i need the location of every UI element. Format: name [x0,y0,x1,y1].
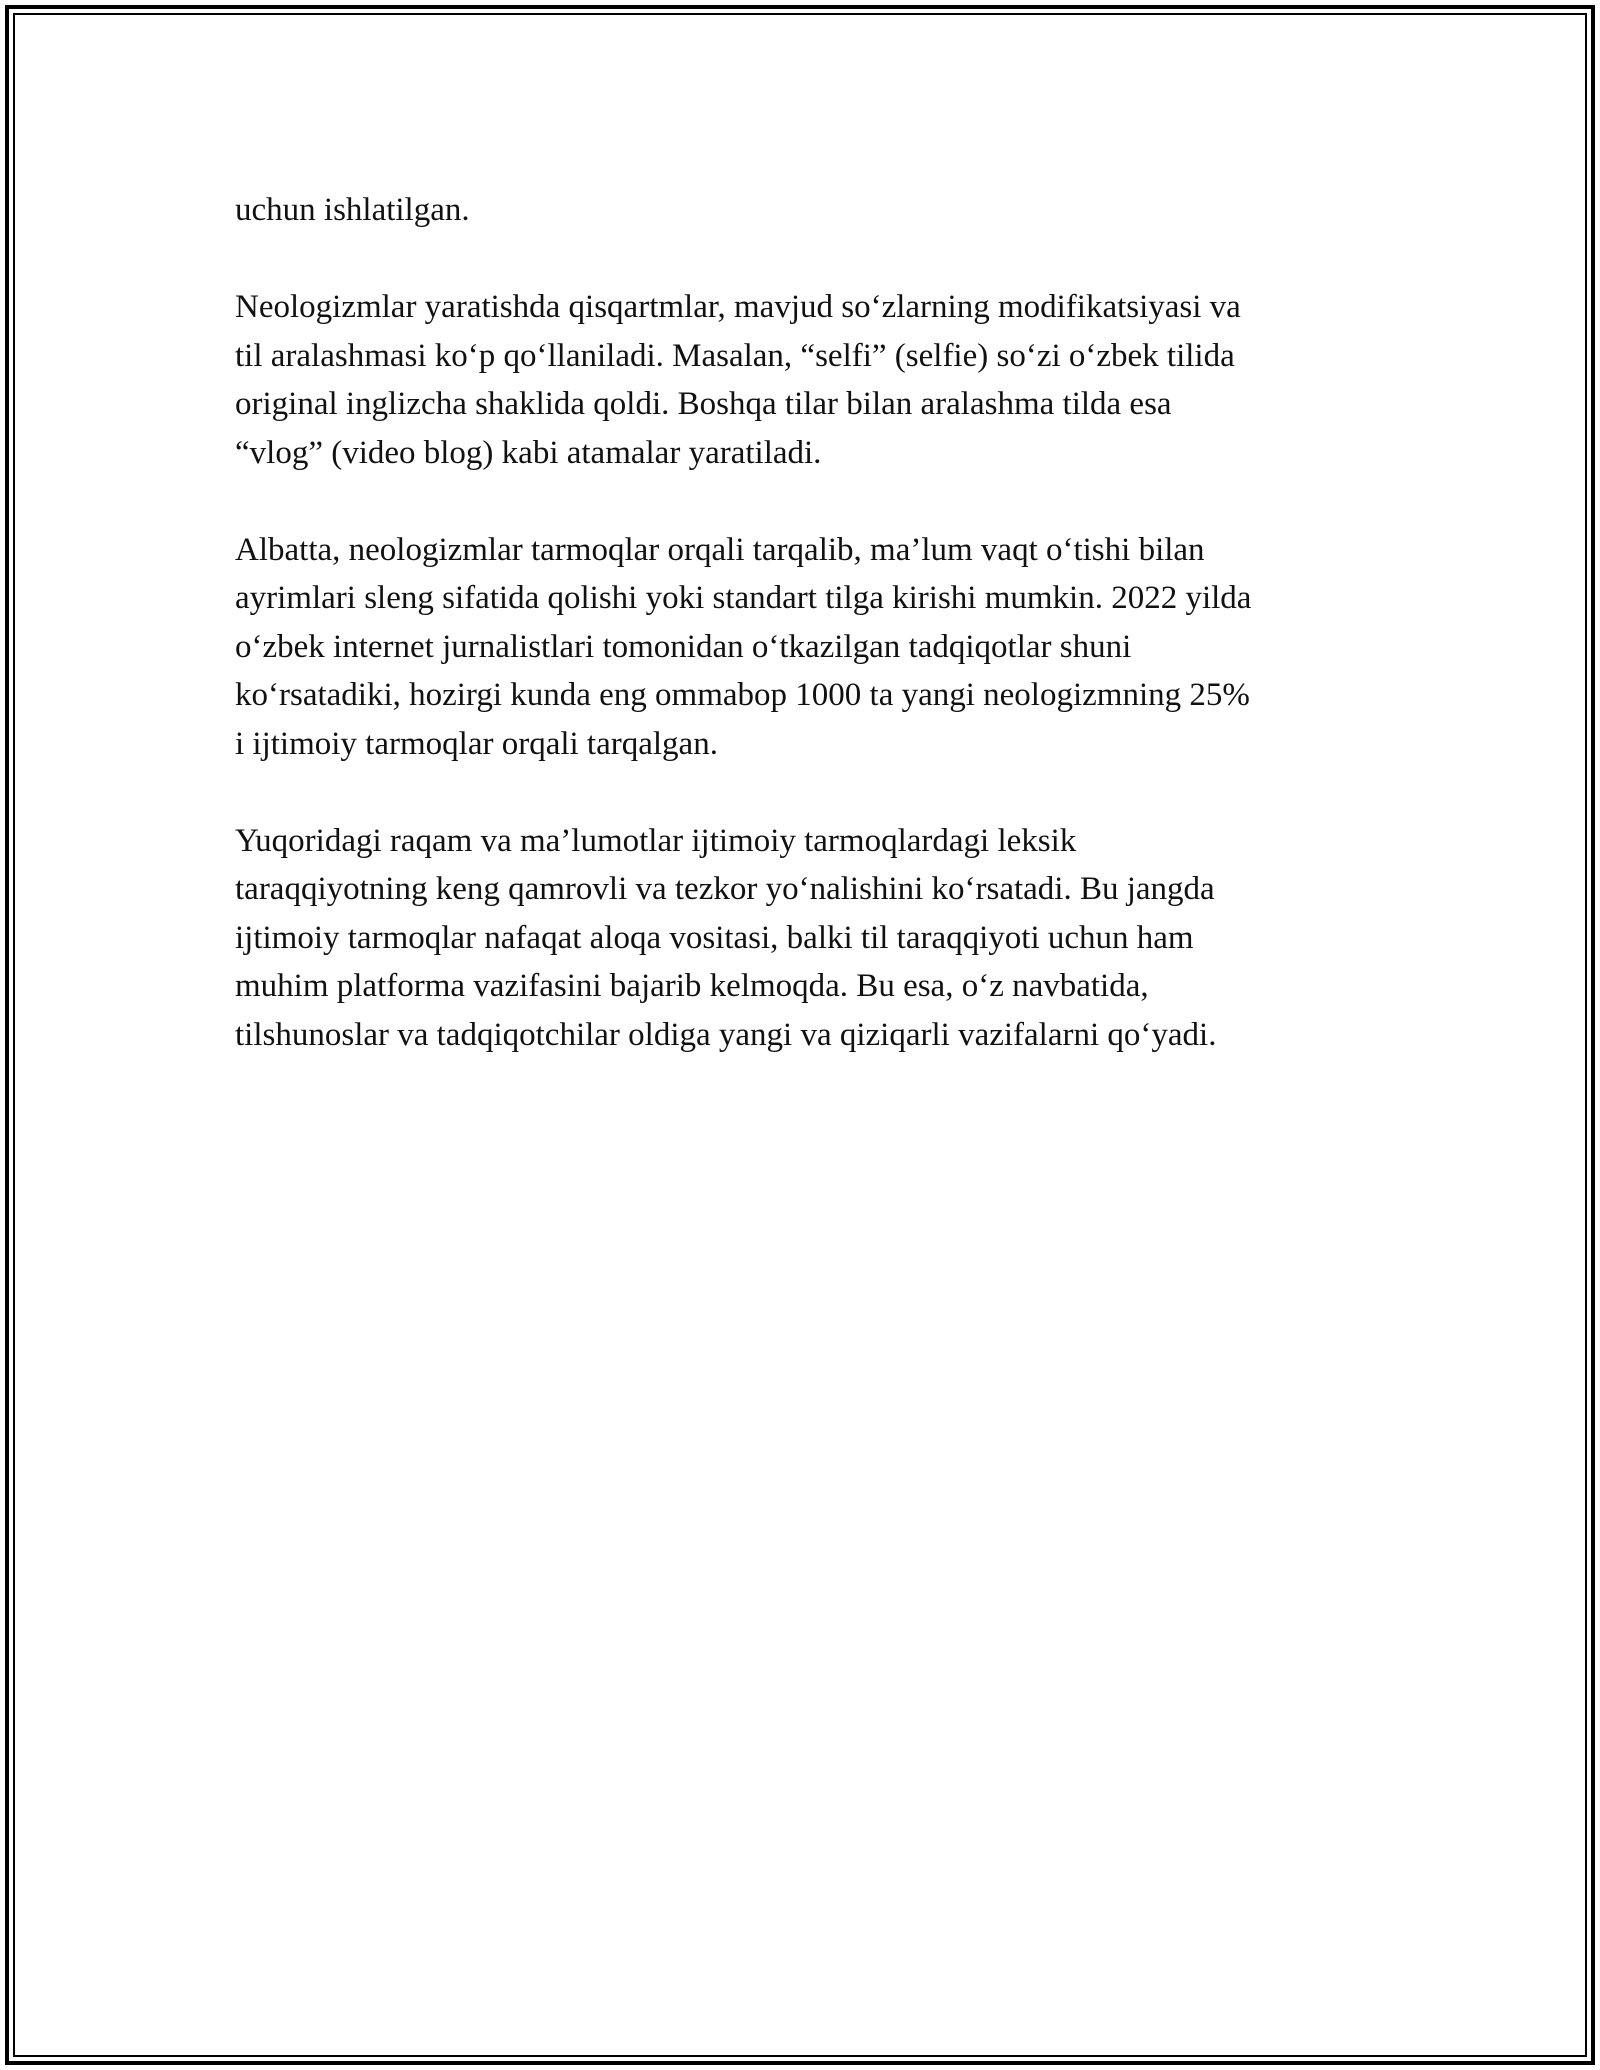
text-line: ayrimlari sleng sifatida qolishi yoki standart tilga kirishi mumkin. 2022 yilda [235,580,1252,616]
text-line: Albatta, neologizmlar tarmoqlar orqali tarqalib, ma’lum vaqt o‘tishi bilan [235,531,1205,568]
text-line: Yuqoridagi raqam va ma’lumotlar ijtimoiy tarmoqlardagi leksik [235,822,1077,859]
text-line: til aralashmasi ko‘p qo‘llaniladi. Masalan, “selfi” (selfie) so‘zi o‘zbek tilida [235,337,1235,374]
text-line: ijtimoiy tarmoqlar nafaqat aloqa vositasi, balki til taraqqiyoti uchun ham [235,919,1194,956]
text-line: i ijtimoiy tarmoqlar orqali tarqalgan. [235,725,718,762]
paragraph-2 [235,283,1375,477]
text-line: o‘zbek internet jurnalistlari tomonidan o‘tkazilgan tadqiqotlar shuni [235,628,1132,665]
text-line: Neologizmlar yaratishda qisqartmlar, mavjud so‘zlarning modifikatsiyasi va [235,289,1241,325]
text-line: “vlog” (video blog) kabi atamalar yaratiladi. [235,434,822,471]
paragraph-3 [235,526,1375,769]
document-body [235,186,1375,1108]
paragraph-1 [235,186,1375,235]
text-line: uchun ishlatilgan. [235,192,470,228]
text-line: taraqqiyotning keng qamrovli va tezkor yo‘nalishini ko‘rsatadi. Bu jangda [235,871,1215,907]
paragraph-4 [235,817,1375,1060]
text-line: original inglizcha shaklida qoldi. Boshqa tilar bilan aralashma tilda esa [235,386,1172,422]
text-line: tilshunoslar va tadqiqotchilar oldiga yangi va qiziqarli vazifalarni qo‘yadi. [235,1016,1217,1053]
text-line: ko‘rsatadiki, hozirgi kunda eng ommabop 1000 ta yangi neologizmning 25% [235,677,1250,713]
text-line: muhim platforma vazifasini bajarib kelmoqda. Bu esa, o‘z navbatida, [235,968,1149,1004]
